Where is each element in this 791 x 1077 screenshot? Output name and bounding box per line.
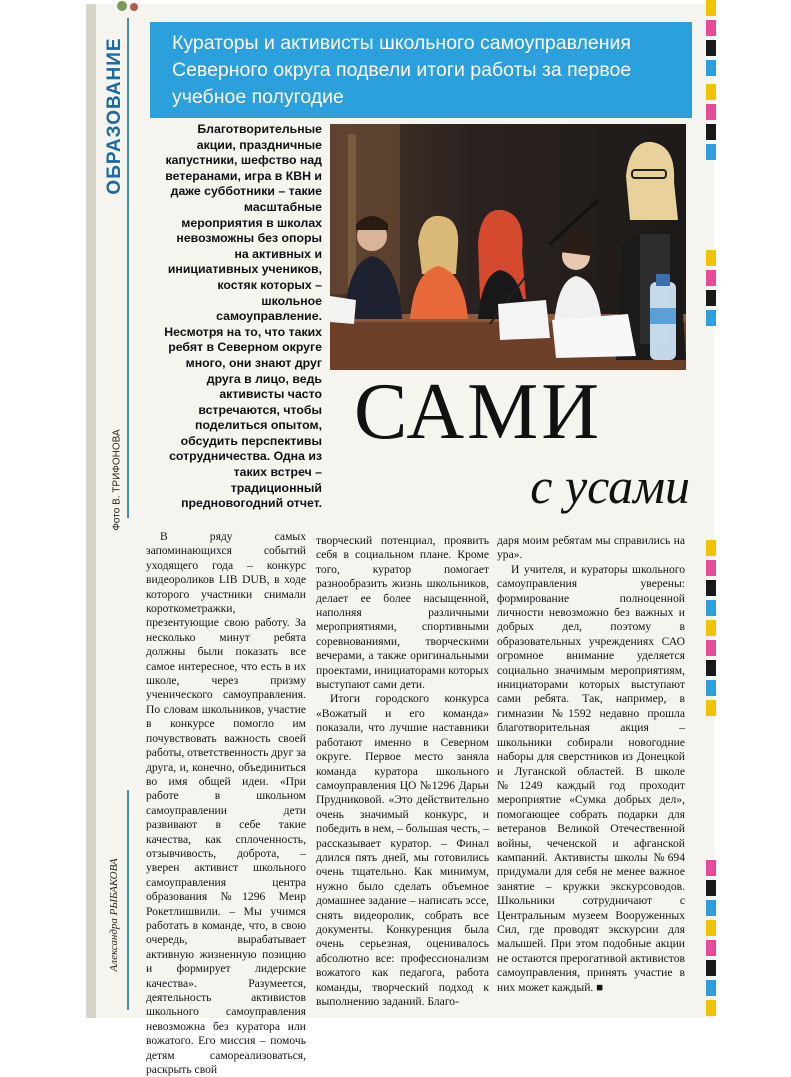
banner-text: Кураторы и активисты школьного самоуправления Северного округа подвели итоги работы за первое учебное полугодие <box>172 32 632 108</box>
color-mark <box>706 40 716 56</box>
color-mark <box>706 1000 716 1016</box>
name-card <box>330 296 356 324</box>
paragraph: И учителя, и кураторы школьного самоуправления уверены: формирование полноценной личности невозможно без важных и добрых дел, поэтому в образовательных учреждениях САО огромное внимание уделяется социально значимым мероприятиям, инициаторами которых выступают сами ребята. Так, например, в гимназии №1592 недавно прошла благотворительная акция – школьники собирали новогодние наборы для сверстников из Донецкой и Луганской областей. В школе №1249 каждый год проходит мероприятие «Сумка добрых дел», помогающее собрать подарки для ветеранов Великой Отечественной войны, чеченской и афганской кампаний. Активисты школы №694 придумали для себя не менее важное занятие – кружки экскурсоводов. Школьники сотрудничают с Центральным музеем Вооруженных Сил, где проводят экскурсии для малышей. При этом подобные акции не остаются прерогативой активистов самоуправления, принять участие в них может каждый. ■ <box>497 562 685 994</box>
color-mark <box>706 0 716 16</box>
section-label: ОБРАЗОВАНИЕ <box>104 37 125 195</box>
color-mark <box>706 124 716 140</box>
color-mark <box>706 580 716 596</box>
color-mark <box>706 310 716 326</box>
text-column-2 <box>316 534 489 1009</box>
paragraph: В ряду самых запоминающихся событий уходящего года – конкурс видеороликов LIB DUB, в ходе которого участники снимали короткометражки, презентующие свою работу. За несколько минут ребята должны были показать все самое интересное, что есть в их школе, через призму ученического самоуправления. По словам школьников, участие в конкурсе помогло им почувствовать важность своей работы, ответственность друг за друга, и, конечно, объединиться во имя общей идеи. «При работе в школьном самоуправлении дети развивают в себе такие качества, как сплоченность, отзывчивость, доброта, – уверен активист школьного самоуправления центра образования №1296 Меир Рокетлишвили. – Мы учимся работать в команде, что, в свою очередь, вырабатывает активную жизненную позицию и формирует лидерские качества». Разумеется, деятельность активистов школьного самоуправления невозможна без куратора или вожатого. Его миссия – помочь детям самореализоваться, раскрыть свой <box>146 530 306 1077</box>
color-mark <box>706 20 716 36</box>
color-mark <box>706 900 716 916</box>
lead-paragraph: Благотворительные акции, праздничные капустники, шефство над ветеранами, игра в КВН и даже субботники – такие масштабные мероприятия в школах невозможны без опоры на активных и инициативных учеников, костяк которых – школьное самоуправление. Несмотря на то, что таких ребят в Северном округе много, они знают друг друга в лицо, ведь активисты часто встречаются, чтобы поделиться опытом, обсудить перспективы сотрудничества. Одна из таких встреч – традиционный предновогодний отчет. <box>164 122 322 511</box>
photo-credit: Фото В. ТРИФОНОВА <box>111 429 123 531</box>
color-mark <box>706 290 716 306</box>
water-bottle <box>650 274 676 360</box>
ornament-icon <box>112 0 148 14</box>
text-column-3 <box>497 534 685 995</box>
paragraph: Итоги городского конкурса «Вожатый и его команда» показали, что лучшие наставники работают именно в Северном округе. Первое место заняла команда куратора школьного самоуправления ЦО №1296 Дарьи Прудниковой. «Это действительно очень значимый конкурс, и победить в нем, – большая честь, – рассказывает куратор. – Финал длился пять дней, мы готовились очень тщательно. Как минимум, нужно было сделать объемное домашнее задание – написать эссе, снять видеоролик, собрать все документы. Конкуренция была очень серьезная, оценивалось абсолютно все: профессионализм вожатого как педагога, работа команды, творческий подход к выполнению заданий. Благо- <box>316 692 489 1008</box>
color-mark <box>706 270 716 286</box>
article-subtitle: с усами <box>530 458 690 514</box>
page-edge <box>86 4 96 1018</box>
color-mark <box>706 540 716 556</box>
color-mark <box>706 960 716 976</box>
color-mark <box>706 680 716 696</box>
color-mark <box>706 84 716 100</box>
author-byline: Александра РЫБАКОВА <box>108 858 120 972</box>
color-mark <box>706 600 716 616</box>
color-mark <box>706 700 716 716</box>
color-mark <box>706 144 716 160</box>
headline-banner <box>150 22 692 118</box>
color-mark <box>706 920 716 936</box>
color-mark <box>706 880 716 896</box>
color-mark <box>706 620 716 636</box>
text-column-1 <box>146 530 306 1077</box>
paragraph: даря моим ребятам мы справились на ура». <box>497 534 685 562</box>
color-mark <box>706 250 716 266</box>
color-mark <box>706 104 716 120</box>
color-mark <box>706 560 716 576</box>
color-mark <box>706 980 716 996</box>
color-mark <box>706 660 716 676</box>
color-mark <box>706 860 716 876</box>
article-title: САМИ <box>354 368 603 456</box>
color-mark <box>706 640 716 656</box>
paragraph: творческий потенциал, проявить себя в социальном плане. Кроме того, куратор помогает разнообразить жизнь школьников, делает ее более насыщенной, наполняя различными мероприятиями, спортивными соревнованиями, творческими вечерами, а также оригинальными проектами, инициаторами которых выступают сами дети. <box>316 534 489 692</box>
color-mark <box>706 940 716 956</box>
article-photo <box>330 124 686 370</box>
color-mark <box>706 60 716 76</box>
